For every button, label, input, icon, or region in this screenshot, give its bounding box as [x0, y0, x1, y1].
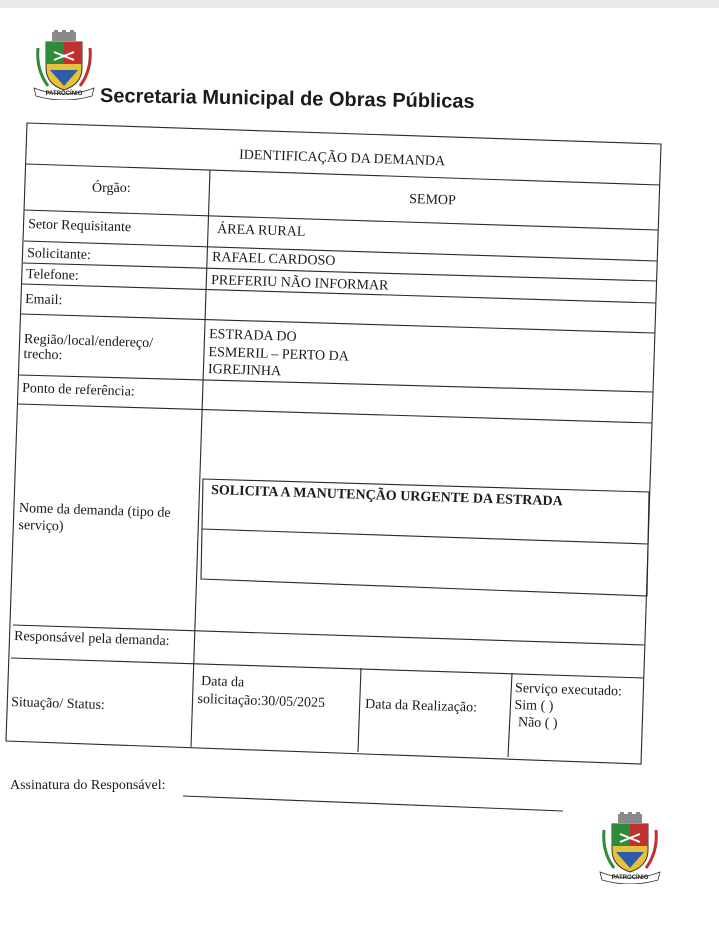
regiao-value-line-3: IGREJINHA — [207, 361, 282, 380]
referencia-label: Ponto de referência: — [21, 381, 136, 400]
servico-executado-nao: Não ( ) — [517, 715, 558, 732]
regiao-label-line-2: trecho: — [23, 346, 63, 364]
telefone-value: PREFERIU NÃO INFORMAR — [210, 273, 389, 294]
solicitante-value: RAFAEL CARDOSO — [211, 250, 336, 269]
responsavel-label: Responsável pela demanda: — [13, 629, 170, 650]
row-divider — [11, 658, 644, 678]
signature-label: Assinatura do Responsável: — [10, 778, 166, 793]
telefone-label: Telefone: — [25, 267, 79, 284]
regiao-value-line-2: ESMERIL – PERTO DA — [208, 344, 350, 365]
servico-executado-label: Serviço executado: — [514, 681, 623, 700]
row-divider — [24, 241, 657, 264]
demanda-value: SOLICITA A MANUTENÇÃO URGENTE DA ESTRADA — [210, 483, 563, 510]
data-realizacao-label: Data da Realização: — [364, 697, 478, 716]
status-label: Situação/ Status: — [10, 695, 106, 714]
status-column-divider — [508, 673, 512, 757]
row-divider — [21, 314, 655, 333]
demanda-label-line-2: serviço) — [18, 517, 64, 535]
status-column-divider — [358, 668, 361, 752]
solicitante-label: Solicitante: — [26, 246, 92, 264]
email-label: Email: — [24, 292, 63, 309]
orgao-value: SEMOP — [408, 192, 457, 209]
servico-executado-sim: Sim ( ) — [514, 697, 554, 715]
page-title: Secretaria Municipal de Obras Públicas — [99, 85, 475, 113]
demanda-label-line-1: Nome da demanda (tipo de — [18, 501, 171, 521]
setor-value: ÁREA RURAL — [216, 222, 306, 240]
signature-line — [183, 796, 563, 811]
section-title: IDENTIFICAÇÃO DA DEMANDA — [238, 147, 446, 170]
demand-name-box-divider — [202, 529, 648, 544]
regiao-label-line-1: Região/local/endereço/ — [23, 332, 154, 352]
column-divider — [191, 170, 210, 747]
data-solicitacao-line-2: solicitação:30/05/2025 — [197, 691, 326, 712]
row-divider — [18, 404, 652, 423]
orgao-label: Órgão: — [92, 181, 131, 196]
regiao-value-line-1: ESTRADA DO — [208, 327, 297, 345]
coat-of-arms-logo-footer — [598, 812, 662, 884]
logo-banner-text: PATROCÍNIO — [45, 91, 83, 97]
logo-banner-text-footer: PATROCÍNIO — [611, 875, 649, 881]
setor-label: Setor Requisitante — [27, 217, 132, 236]
data-solicitacao-line-1: Data da — [200, 674, 245, 691]
